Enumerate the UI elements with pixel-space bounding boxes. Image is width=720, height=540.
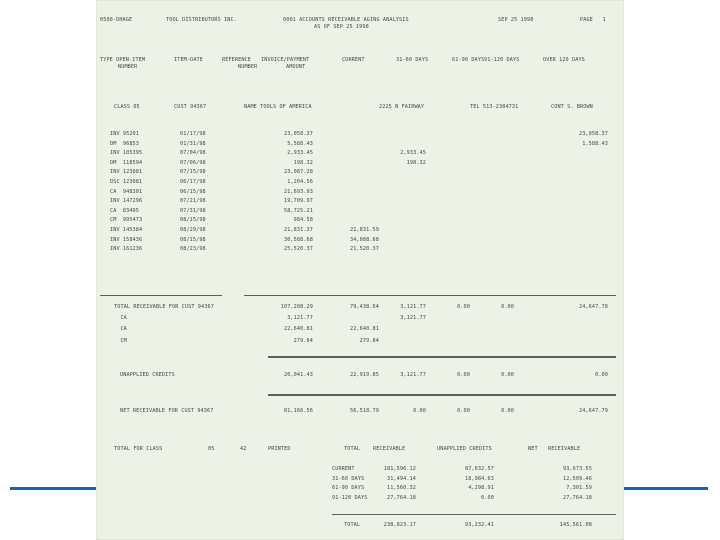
job-id: 0500-DHAGE: [100, 17, 133, 23]
customer-address: 2225 N FAIRWAY: [379, 104, 425, 110]
summary-receivable: 31,494.14: [386, 475, 416, 482]
item-current: 21,520.37: [349, 246, 379, 253]
grand-total-receivable: 238,823.17: [383, 522, 416, 528]
item-doc: INV 105395: [110, 150, 143, 157]
item-doc: DM 96853: [110, 140, 140, 147]
item-date: 07/31/98: [180, 207, 206, 214]
customer-contact: CONT S. BROWN: [551, 104, 593, 110]
divider-right: [244, 295, 616, 296]
col-number: NUMBER: [118, 64, 138, 70]
item-amount: 58,725.21: [283, 207, 313, 214]
item-amount: 21,831.37: [283, 227, 313, 233]
item-date: 07/04/98: [180, 150, 206, 157]
class-total-count: 42: [240, 446, 247, 452]
col-current: CURRENT: [342, 57, 365, 63]
item-31-60: 198.32: [406, 159, 426, 166]
item-date: 08/29/98: [180, 227, 206, 233]
unapplied-over-120: 0.00: [595, 372, 608, 378]
total-91-120: 0.00: [501, 304, 514, 310]
item-amount: 5,588.43: [287, 140, 313, 147]
item-doc: INV 95201: [110, 131, 140, 137]
divider-unapplied: [268, 356, 616, 358]
item-amount: 1,204.56: [287, 179, 313, 185]
summary-head-net: NET: [528, 446, 538, 452]
item-doc: INV 158436: [110, 236, 143, 243]
summary-net: 12,509.46: [562, 475, 592, 482]
unapplied-31-60: 3,121.77: [400, 372, 426, 378]
summary-net: 27,764.18: [562, 494, 592, 501]
total-current: 22,640.81: [349, 326, 379, 332]
col-91-120: 91-120 DAYS: [484, 57, 520, 63]
grand-total-label: TOTAL: [344, 522, 361, 528]
summary-unapplied: 0.00: [481, 494, 494, 501]
item-date: 08/23/98: [180, 246, 206, 253]
col-reference: REFERENCE: [222, 57, 252, 63]
total-amount: 107,208.29: [280, 304, 313, 310]
item-amount: 30,588.68: [283, 236, 313, 243]
total-61-90: 0.00: [457, 304, 470, 310]
item-date: 01/17/98: [180, 131, 206, 137]
customer-tel: TEL 513-2384731: [470, 104, 519, 110]
item-over-120: 1,588.43: [582, 140, 608, 147]
total-label: CA: [114, 326, 127, 332]
item-amount: 984.58: [293, 217, 313, 224]
item-amount: 25,520.37: [283, 246, 313, 253]
summary-head-net-receivable: RECEIVABLE: [548, 446, 581, 452]
item-doc: INV 123081: [110, 169, 143, 176]
summary-net: 93,673.55: [562, 466, 592, 472]
total-amount: 3,121.77: [287, 315, 313, 321]
total-amount: 22,640.81: [283, 326, 313, 332]
item-doc: INV 161236: [110, 246, 143, 253]
summary-net: 7,301.59: [566, 485, 592, 491]
summary-label: 31-60 DAYS: [332, 475, 365, 482]
summary-unapplied: 18,984.63: [464, 475, 494, 482]
item-date: 07/21/98: [180, 198, 206, 205]
slide-rule-right: [620, 487, 708, 490]
summary-label: 61-90 DAYS: [332, 485, 365, 491]
col-type: TYPE OPEN-ITEM: [100, 57, 146, 63]
summary-receivable: 11,560.32: [386, 485, 416, 491]
total-current: 279.84: [359, 338, 379, 344]
item-date: 07/06/98: [180, 159, 206, 166]
item-date: 08/15/98: [180, 217, 206, 224]
summary-unapplied: 4,298.91: [468, 485, 494, 491]
item-current: 34,088.68: [349, 236, 379, 243]
item-over-120: 23,058.37: [578, 131, 608, 137]
col-itemdate: ITEM-DATE: [174, 57, 204, 63]
report-paper: [96, 0, 624, 540]
summary-head-total: TOTAL: [344, 446, 361, 452]
summary-label: CURRENT: [332, 466, 355, 472]
unapplied-label: UNAPPLIED CREDITS: [120, 372, 175, 378]
summary-head-unapplied: UNAPPLIED CREDITS: [437, 446, 492, 452]
total-label: CA: [114, 315, 127, 321]
total-label: TOTAL RECEIVABLE FOR CUST 94367: [114, 304, 214, 310]
page-number: PAGE 1: [580, 17, 606, 23]
total-label: CM: [114, 338, 127, 344]
item-doc: CA 83495: [110, 207, 140, 214]
as-of-date: AS OF SEP 25 1998: [314, 24, 369, 30]
class-total-class: 05: [208, 446, 215, 452]
divider-summary: [332, 514, 616, 515]
item-date: 07/15/98: [180, 169, 206, 176]
net-61-90: 0.00: [457, 408, 470, 414]
item-doc: CM 995473: [110, 217, 143, 224]
col-ref-number: NUMBER: [238, 64, 258, 70]
net-current: 56,518.79: [349, 408, 379, 414]
net-over-120: 24,647.79: [578, 408, 608, 414]
item-amount: 198.32: [293, 159, 313, 166]
divider-net: [268, 394, 616, 396]
customer-class: CLASS 05: [114, 104, 140, 110]
col-61-90: 61-90 DAYS: [452, 57, 485, 63]
class-total-printed: PRINTED: [268, 446, 291, 452]
summary-receivable: 27,764.18: [386, 494, 416, 501]
item-doc: DSC 123081: [110, 179, 143, 185]
item-doc: DM 118594: [110, 159, 143, 166]
unapplied-current: 22,919.85: [349, 372, 379, 378]
summary-head-receivable: RECEIVABLE: [373, 446, 406, 452]
run-date: SEP 25 1998: [498, 17, 534, 23]
net-amount: 81,166.56: [283, 408, 313, 414]
grand-total-net: 145,561.08: [559, 522, 592, 528]
item-date: 06/15/98: [180, 188, 206, 195]
col-invoice: INVOICE/PAYMENT: [261, 57, 310, 63]
item-doc: INV 147296: [110, 198, 143, 205]
total-31-60: 3,121.77: [400, 304, 426, 310]
item-current: 21,831.59: [349, 227, 379, 233]
net-31-60: 0.00: [413, 408, 426, 414]
grand-total-unapplied: 93,232.41: [464, 522, 494, 528]
item-amount: 19,709.97: [283, 198, 313, 205]
item-amount: 23,058.37: [283, 131, 313, 137]
class-total-label: TOTAL FOR CLASS: [114, 446, 163, 452]
total-current: 79,438.64: [349, 304, 379, 310]
summary-unapplied: 87,632.57: [464, 466, 494, 472]
summary-label: 91-120 DAYS: [332, 494, 368, 501]
unapplied-61-90: 0.00: [457, 372, 470, 378]
item-doc: INV 145384: [110, 227, 143, 233]
item-date: 08/15/98: [180, 236, 206, 243]
report-title: 0001 ACCOUNTS RECEIVABLE AGING ANALYSIS: [283, 17, 409, 23]
customer-number: CUST 94367: [174, 104, 207, 110]
net-label: NET RECEIVABLE FOR CUST 94367: [120, 408, 214, 414]
customer-name: NAME TOOLS OF AMERICA: [244, 104, 312, 110]
item-31-60: 2,933.45: [400, 150, 426, 157]
col-31-60: 31-60 DAYS: [396, 57, 429, 63]
net-91-120: 0.00: [501, 408, 514, 414]
divider-left: [100, 295, 222, 296]
item-amount: 23,087.28: [283, 169, 313, 176]
item-date: 01/31/98: [180, 140, 206, 147]
total-over-120: 24,647.78: [578, 304, 608, 310]
company-name: TOOL DISTRIBUTORS INC.: [166, 17, 237, 23]
total-31-60: 3,121.77: [400, 315, 426, 321]
item-amount: 2,933.45: [287, 150, 313, 157]
summary-receivable: 181,596.12: [383, 466, 416, 472]
unapplied-91-120: 0.00: [501, 372, 514, 378]
item-doc: CA 948301: [110, 188, 143, 195]
item-amount: 21,693.93: [283, 188, 313, 195]
total-amount: 279.84: [293, 338, 313, 344]
item-date: 06/17/98: [180, 179, 206, 185]
unapplied-amount: 26,041.43: [283, 372, 313, 378]
slide-rule-left: [10, 487, 100, 490]
col-over-120: OVER 120 DAYS: [543, 57, 585, 63]
col-amount: AMOUNT: [286, 64, 306, 70]
